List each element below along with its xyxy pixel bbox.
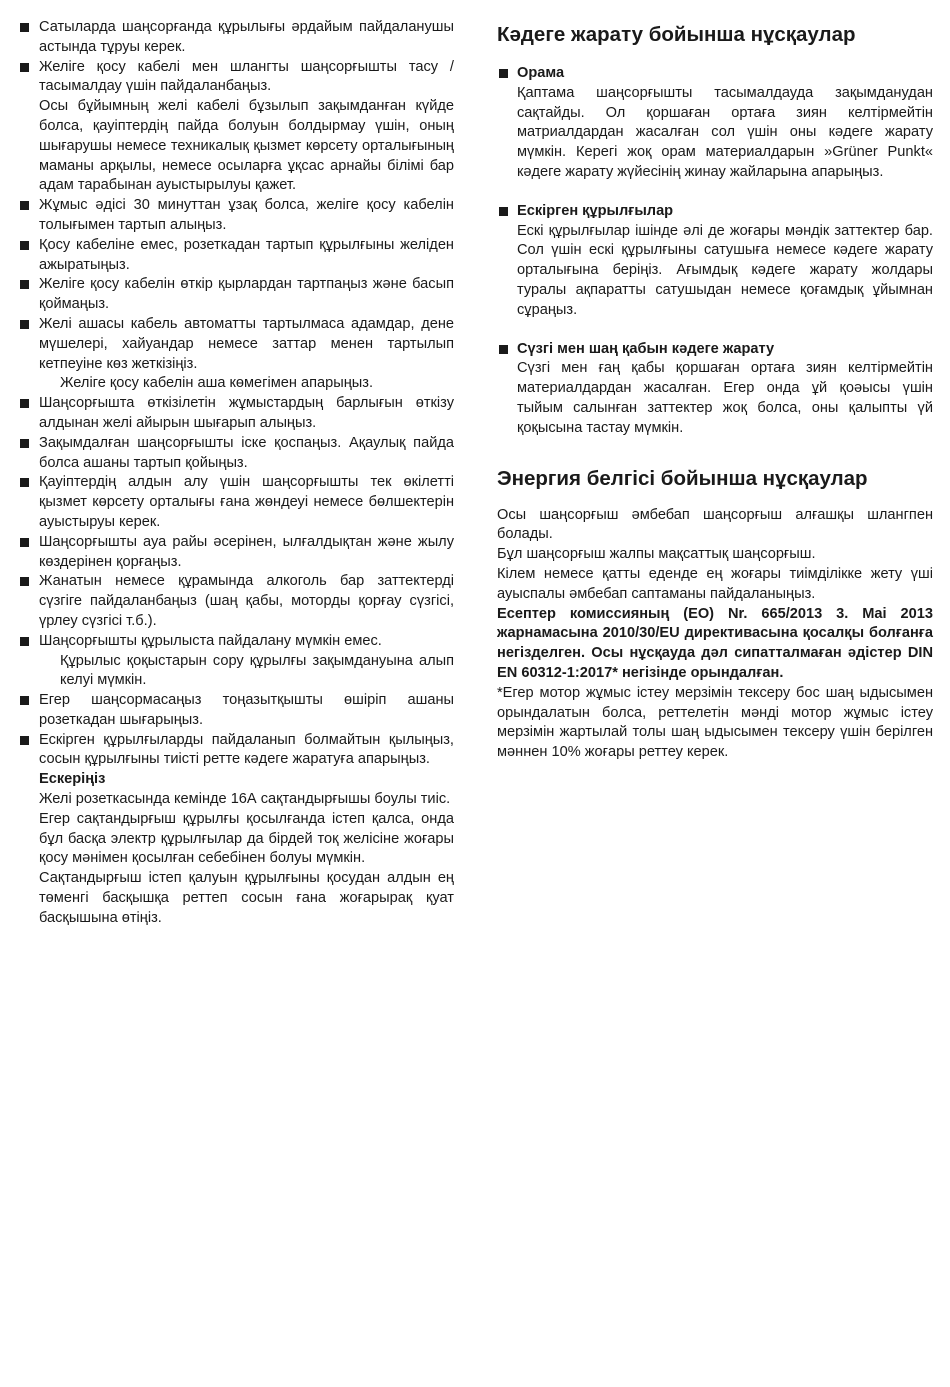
bullet-square-icon [20, 320, 29, 329]
note-heading: Ескеріңіз [39, 771, 106, 788]
note-paragraph: Желі розеткасында кемінде 16А сақтандырғышы боулы тиіс. [39, 791, 451, 808]
old-devices-heading: Ескірген құрылғылар [497, 202, 933, 222]
filter-bag-text: Сүзгі мен ғаң қабы қоршаған ортаға зиян келтірмейтін материалдардан жасалған. Егер онда ұй қоәысы үшін тыйым салынған заттектер жоқ болса, оны қалыпты үй қоқысына тастау мүмкін. [517, 360, 933, 436]
list-item: Желіге қосу кабелін өткір қырлардан тартпаңыз және басып қоймаңыз. [20, 275, 454, 315]
list-item-note: Желіге қосу кабелін аша көмегімен апарыңыз. [60, 375, 374, 392]
list-item: Шаңсорғышты ауа райы әсерінен, ылғалдықтан және жылу көздерінен қорғаңыз. [20, 533, 454, 573]
bullet-square-icon [20, 538, 29, 547]
safety-instructions-column [20, 18, 454, 929]
list-item-continuation: Осы бұйымның желі кабелі бұзылып зақымданған күйде болса, қауіптердің пайда болуын болдырмау үшін, оның шығарушы немесе техникалық қызмет көрсету орталығының маманы арқылы, немесе осыларға ұқсас арнайы білімі бар адам тарабынан ауыстырылуы қажет. [39, 98, 454, 194]
list-item: Ескірген құрылғыларды пайдаланып болмайтын қылыңыз, сосын құрылғыны тиісті ретте кәдеге жаратуға апарыңыз. [20, 731, 454, 771]
bullet-square-icon [20, 399, 29, 408]
bullet-square-icon [20, 736, 29, 745]
bullet-square-icon [20, 478, 29, 487]
energy-paragraph: Бұл шаңсорғыш жалпы мақсаттық шаңсорғыш. [497, 546, 816, 563]
bullet-square-icon [20, 439, 29, 448]
energy-paragraph: Кілем немесе қатты еденде ең жоғары тиімділікке жету үші ауыспалы әмбебап саптаманы пайдаланыңыз. [497, 565, 933, 602]
list-item-note: Құрылыс қоқыстарын сору құрылғы зақымдануына алып келуі мүмкін. [60, 652, 454, 689]
note-paragraph: Сақтандырғыш істеп қалуын құрылғыны қосудан алдын ең төменгі басқышқа реттеп сосын ғана жоғарырақ қуат басқышына өтіңіз. [39, 870, 454, 926]
bullet-square-icon [20, 23, 29, 32]
bullet-square-icon [499, 69, 508, 78]
bullet-square-icon [20, 577, 29, 586]
bullet-square-icon [20, 696, 29, 705]
bullet-square-icon [20, 637, 29, 646]
list-item: Жұмыс әдісі 30 минуттан ұзақ болса, желіге қосу кабелін толығымен тартып алыңыз. [20, 196, 454, 236]
bullet-square-icon [20, 241, 29, 250]
energy-regulation-text: Есептер комиссияның (ЕО) Nr. 665/2013 3. Mai 2013 жарнамасына 2010/30/EU директивасына қосалқы болғанға негізделген. Осы нұсқауда дәл сипатталмаған әдістер DIN EN 60312-1:2017* негізінде орындалған. [497, 605, 933, 681]
energy-footnote: *Егер мотор жұмыс істеу мерзімін тексеру бос шаң ыдысымен орындалатын болса, реттелетін мәнді мотор жұмыс істеу мерзімін жартылай толы шаң ыдысымен тексеру үшін берілген мәннен 10% жоғары реттеу керек. [497, 684, 933, 761]
energy-title: Энергия белгісі бойынша нұсқаулар [497, 466, 868, 490]
old-devices-text: Ескі құрылғылар ішінде әлі де жоғары мәндік заттектер бар. Сол үшін ескі құрылғыны сатушыға немесе кәдеге жарату орталығына беріңіз. Ағымдық кәдеге жарату жолдары туралы ақпаратты сатушыдан немесе қоғамдық ұйымнан сұраңыз. [517, 222, 933, 318]
bullet-square-icon [499, 345, 508, 354]
list-item: Қосу кабеліне емес, розеткадан тартып құрылғыны желіден ажыратыңыз. [20, 236, 454, 276]
list-item: Шаңсорғышты құрылыста пайдалану мүмкін емес. [20, 632, 454, 652]
list-item: Желіге қосу кабелі мен шлангты шаңсорғышты тасу / тасымалдау үшін пайдаланбаңыз. [20, 58, 454, 98]
note-paragraph: Егер сақтандырғыш құрылғы қосылғанда істеп қалса, онда бұл басқа электр құрылғылар да бірдей тоқ желісіне жоғары қосу мәнімен қосылған себебінен болуы мүмкін. [39, 810, 454, 867]
list-item: Жанатын немесе құрамында алкоголь бар заттектерді сүзгіге пайдаланбаңыз (шаң қабы, моторды қорғау сүзгісі, үрлеу сүзгісі т.б.). [20, 572, 454, 631]
energy-paragraph: Осы шаңсорғыш әмбебап шаңсорғыш алғашқы шлангпен болады. [497, 506, 933, 543]
bullet-square-icon [20, 280, 29, 289]
list-item: Зақымдалған шаңсорғышты іске қоспаңыз. Ақаулық пайда болса ашаны тартып қойыңыз. [20, 434, 454, 474]
bullet-square-icon [20, 63, 29, 72]
packaging-heading: Орама [497, 64, 933, 84]
disposal-title: Кәдеге жарату бойынша нұсқаулар [497, 23, 856, 46]
bullet-square-icon [20, 201, 29, 210]
list-item: Шаңсорғышта өткізілетін жұмыстардың барлығын өткізу алдынан желі айырын шығарып алыңыз. [20, 394, 454, 434]
list-item: Қауіптердің алдын алу үшін шаңсорғышты тек өкілетті қызмет көрсету орталығы ғана жөндеуі немесе бөлшектерін ауыстыруы керек. [20, 473, 454, 532]
bullet-square-icon [499, 207, 508, 216]
list-item: Егер шаңсормасаңыз тоңазытқышты өшіріп ашаны розеткадан шығарыңыз. [20, 691, 454, 731]
list-item: Желі ашасы кабель автоматты тартылмаса адамдар, дене мүшелері, хайуандар немесе заттар менен тартылып кетпеуіне көз жеткізіңіз. [20, 315, 454, 374]
filter-bag-heading: Сүзгі мен шаң қабын кәдеге жарату [497, 340, 933, 360]
packaging-text: Қаптама шаңсорғышты тасымалдауда зақымданудан сақтайды. Ол қоршаған ортаға зиян келтірмейтін матриалдардан жасалған сол үшін оны кәдеге жарату мүмкін. Керегі жоқ орам материалдарын »Grüner Punkt« кәдеге жарату жүйесінің жинау жайларына апарыңыз. [517, 84, 933, 180]
disposal-energy-column [497, 18, 933, 763]
list-item: Сатыларда шаңсорғанда құрылығы әрдайым пайдаланушы астында тұруы керек. [20, 18, 454, 58]
